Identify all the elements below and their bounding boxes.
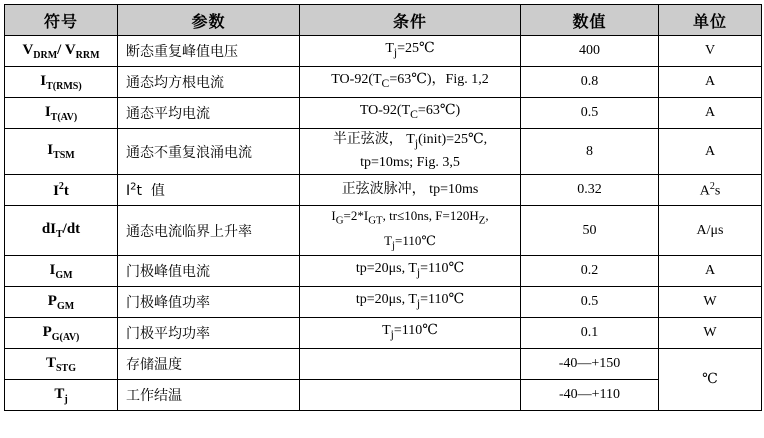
symbol-subscript: j bbox=[64, 393, 68, 405]
symbol-subscript: RRM bbox=[75, 49, 100, 61]
param-cell: 门极峰值功率 bbox=[118, 287, 300, 318]
cond-text: tp=20μs, T bbox=[355, 292, 417, 308]
symbol-superscript: 2 bbox=[58, 180, 64, 192]
cond-text: =110℃ bbox=[395, 232, 436, 248]
table-row bbox=[5, 129, 762, 175]
table-row bbox=[5, 256, 762, 287]
cond-subscript: j bbox=[416, 297, 421, 311]
cond-cell bbox=[300, 36, 521, 67]
symbol-subscript: G(AV) bbox=[51, 331, 80, 343]
param-cell bbox=[118, 175, 300, 206]
cond-cell bbox=[300, 206, 521, 256]
unit-cell: ℃ bbox=[659, 349, 762, 411]
header-symbol: 符号 bbox=[5, 5, 118, 36]
cond-subscript: G bbox=[335, 214, 344, 227]
symbol-subscript: T bbox=[56, 229, 63, 241]
symbol-text: I bbox=[44, 103, 51, 120]
cond-text: , tr≤10ns, F=120H bbox=[382, 208, 479, 223]
cond-text: TO-92(T bbox=[359, 103, 411, 119]
symbol-cell bbox=[5, 67, 118, 98]
cond-cell bbox=[300, 287, 521, 318]
symbol-cell bbox=[5, 206, 118, 256]
header-cond: 条件 bbox=[300, 5, 521, 36]
param-cell: 通态平均电流 bbox=[118, 98, 300, 129]
symbol-cell bbox=[5, 380, 118, 411]
param-cell: 门极平均功率 bbox=[118, 318, 300, 349]
cond-cell bbox=[300, 67, 521, 98]
symbol-text: T bbox=[45, 354, 56, 371]
symbol-text: / V bbox=[57, 41, 76, 58]
cond-text: tp=20μs, T bbox=[355, 261, 417, 277]
symbol-cell bbox=[5, 98, 118, 129]
cond-text: =63℃)，Fig. 1,2 bbox=[389, 72, 489, 88]
param-cell: 通态均方根电流 bbox=[118, 67, 300, 98]
cond-subscript: GT bbox=[368, 214, 383, 227]
param-text: t 值 bbox=[136, 183, 165, 199]
unit-cell: A bbox=[659, 129, 762, 175]
cond-text: I bbox=[331, 208, 336, 223]
cond-text: =2*I bbox=[343, 208, 369, 223]
cond-text: TO-92(T bbox=[331, 72, 382, 88]
value-cell: -40—+110 bbox=[521, 380, 659, 411]
param-cell: 通态不重复浪涌电流 bbox=[118, 129, 300, 175]
param-cell: 存储温度 bbox=[118, 349, 300, 380]
cond-cell bbox=[300, 256, 521, 287]
cond-cell bbox=[300, 318, 521, 349]
symbol-text: I bbox=[49, 261, 56, 278]
symbol-cell bbox=[5, 129, 118, 175]
symbol-text: V bbox=[22, 41, 34, 58]
param-cell: 门极峰值电流 bbox=[118, 256, 300, 287]
cond-cell bbox=[300, 380, 521, 411]
param-cell: 通态电流临界上升率 bbox=[118, 206, 300, 256]
cond-subscript: j bbox=[392, 239, 396, 252]
cond-subscript: j bbox=[390, 328, 394, 342]
cond-text: T bbox=[382, 323, 391, 339]
symbol-text: I bbox=[47, 142, 54, 158]
symbol-text: dI bbox=[41, 221, 56, 238]
cond-text: tp=10ms; Fig. 3,5 bbox=[360, 155, 460, 171]
symbol-subscript: GM bbox=[55, 269, 73, 281]
unit-text: A bbox=[699, 183, 710, 199]
ratings-table bbox=[4, 4, 762, 411]
cond-subscript: j bbox=[414, 136, 419, 150]
value-cell: 0.5 bbox=[521, 98, 659, 129]
symbol-cell bbox=[5, 36, 118, 67]
table-row bbox=[5, 206, 762, 256]
symbol-cell bbox=[5, 256, 118, 287]
table-row bbox=[5, 380, 762, 411]
value-cell: 0.32 bbox=[521, 175, 659, 206]
unit-cell: A bbox=[659, 256, 762, 287]
table-row bbox=[5, 175, 762, 206]
symbol-subscript: TSM bbox=[53, 150, 75, 161]
cond-text: =110℃ bbox=[393, 323, 438, 339]
cond-subscript: j bbox=[416, 266, 421, 280]
cond-text: T bbox=[385, 41, 394, 57]
param-superscript: 2 bbox=[130, 181, 137, 193]
value-cell: 8 bbox=[521, 129, 659, 175]
unit-cell: A bbox=[659, 98, 762, 129]
header-unit: 单位 bbox=[659, 5, 762, 36]
symbol-subscript: T(AV) bbox=[50, 111, 78, 123]
cond-text: T bbox=[384, 232, 393, 248]
unit-cell: V bbox=[659, 36, 762, 67]
header-row bbox=[5, 5, 762, 36]
unit-superscript: 2 bbox=[709, 180, 715, 192]
symbol-text: P bbox=[47, 292, 57, 309]
table-row bbox=[5, 287, 762, 318]
cond-subscript: Z bbox=[478, 214, 486, 227]
table-row bbox=[5, 318, 762, 349]
value-cell: 50 bbox=[521, 206, 659, 256]
symbol-subscript: GM bbox=[56, 300, 75, 312]
cond-text: (init)=25℃, bbox=[418, 131, 488, 147]
symbol-text: /dt bbox=[62, 221, 81, 238]
unit-cell: A bbox=[659, 67, 762, 98]
cond-text: =110℃ bbox=[420, 292, 465, 308]
symbol-cell bbox=[5, 349, 118, 380]
value-cell: 0.2 bbox=[521, 256, 659, 287]
unit-cell bbox=[659, 175, 762, 206]
symbol-text: I bbox=[53, 182, 59, 199]
value-cell: 400 bbox=[521, 36, 659, 67]
symbol-text: t bbox=[63, 182, 69, 199]
value-cell: 0.8 bbox=[521, 67, 659, 98]
param-cell: 断态重复峰值电压 bbox=[118, 36, 300, 67]
symbol-subscript: DRM bbox=[33, 49, 58, 61]
unit-cell: W bbox=[659, 318, 762, 349]
cond-cell bbox=[300, 349, 521, 380]
symbol-text: I bbox=[40, 72, 47, 89]
table-row bbox=[5, 36, 762, 67]
cond-text: =63℃) bbox=[417, 103, 461, 119]
cond-text: , bbox=[485, 208, 489, 223]
value-cell: 0.1 bbox=[521, 318, 659, 349]
symbol-cell bbox=[5, 318, 118, 349]
symbol-cell bbox=[5, 287, 118, 318]
cond-subscript: j bbox=[393, 45, 398, 59]
value-cell: 0.5 bbox=[521, 287, 659, 318]
table-row bbox=[5, 67, 762, 98]
cond-text: =25℃ bbox=[397, 41, 435, 57]
header-value: 数值 bbox=[521, 5, 659, 36]
header-param: 参数 bbox=[118, 5, 300, 36]
unit-text: s bbox=[714, 183, 721, 199]
cond-text: 半正弦波， T bbox=[332, 131, 415, 147]
value-cell: -40—+150 bbox=[521, 349, 659, 380]
param-cell: 工作结温 bbox=[118, 380, 300, 411]
cond-cell bbox=[300, 129, 521, 175]
cond-cell bbox=[300, 98, 521, 129]
cond-text: =110℃ bbox=[420, 261, 465, 277]
symbol-cell bbox=[5, 175, 118, 206]
cond-subscript: C bbox=[381, 76, 390, 90]
symbol-text: P bbox=[42, 323, 52, 340]
param-text: I bbox=[126, 183, 131, 199]
symbol-text: T bbox=[54, 385, 65, 402]
cond-cell: 正弦波脉冲， tp=10ms bbox=[300, 175, 521, 206]
unit-cell: W bbox=[659, 287, 762, 318]
symbol-subscript: T(RMS) bbox=[46, 80, 82, 92]
symbol-subscript: STG bbox=[56, 362, 77, 374]
unit-cell: A/μs bbox=[659, 206, 762, 256]
table-row bbox=[5, 98, 762, 129]
table-row bbox=[5, 349, 762, 380]
cond-subscript: C bbox=[410, 107, 418, 121]
